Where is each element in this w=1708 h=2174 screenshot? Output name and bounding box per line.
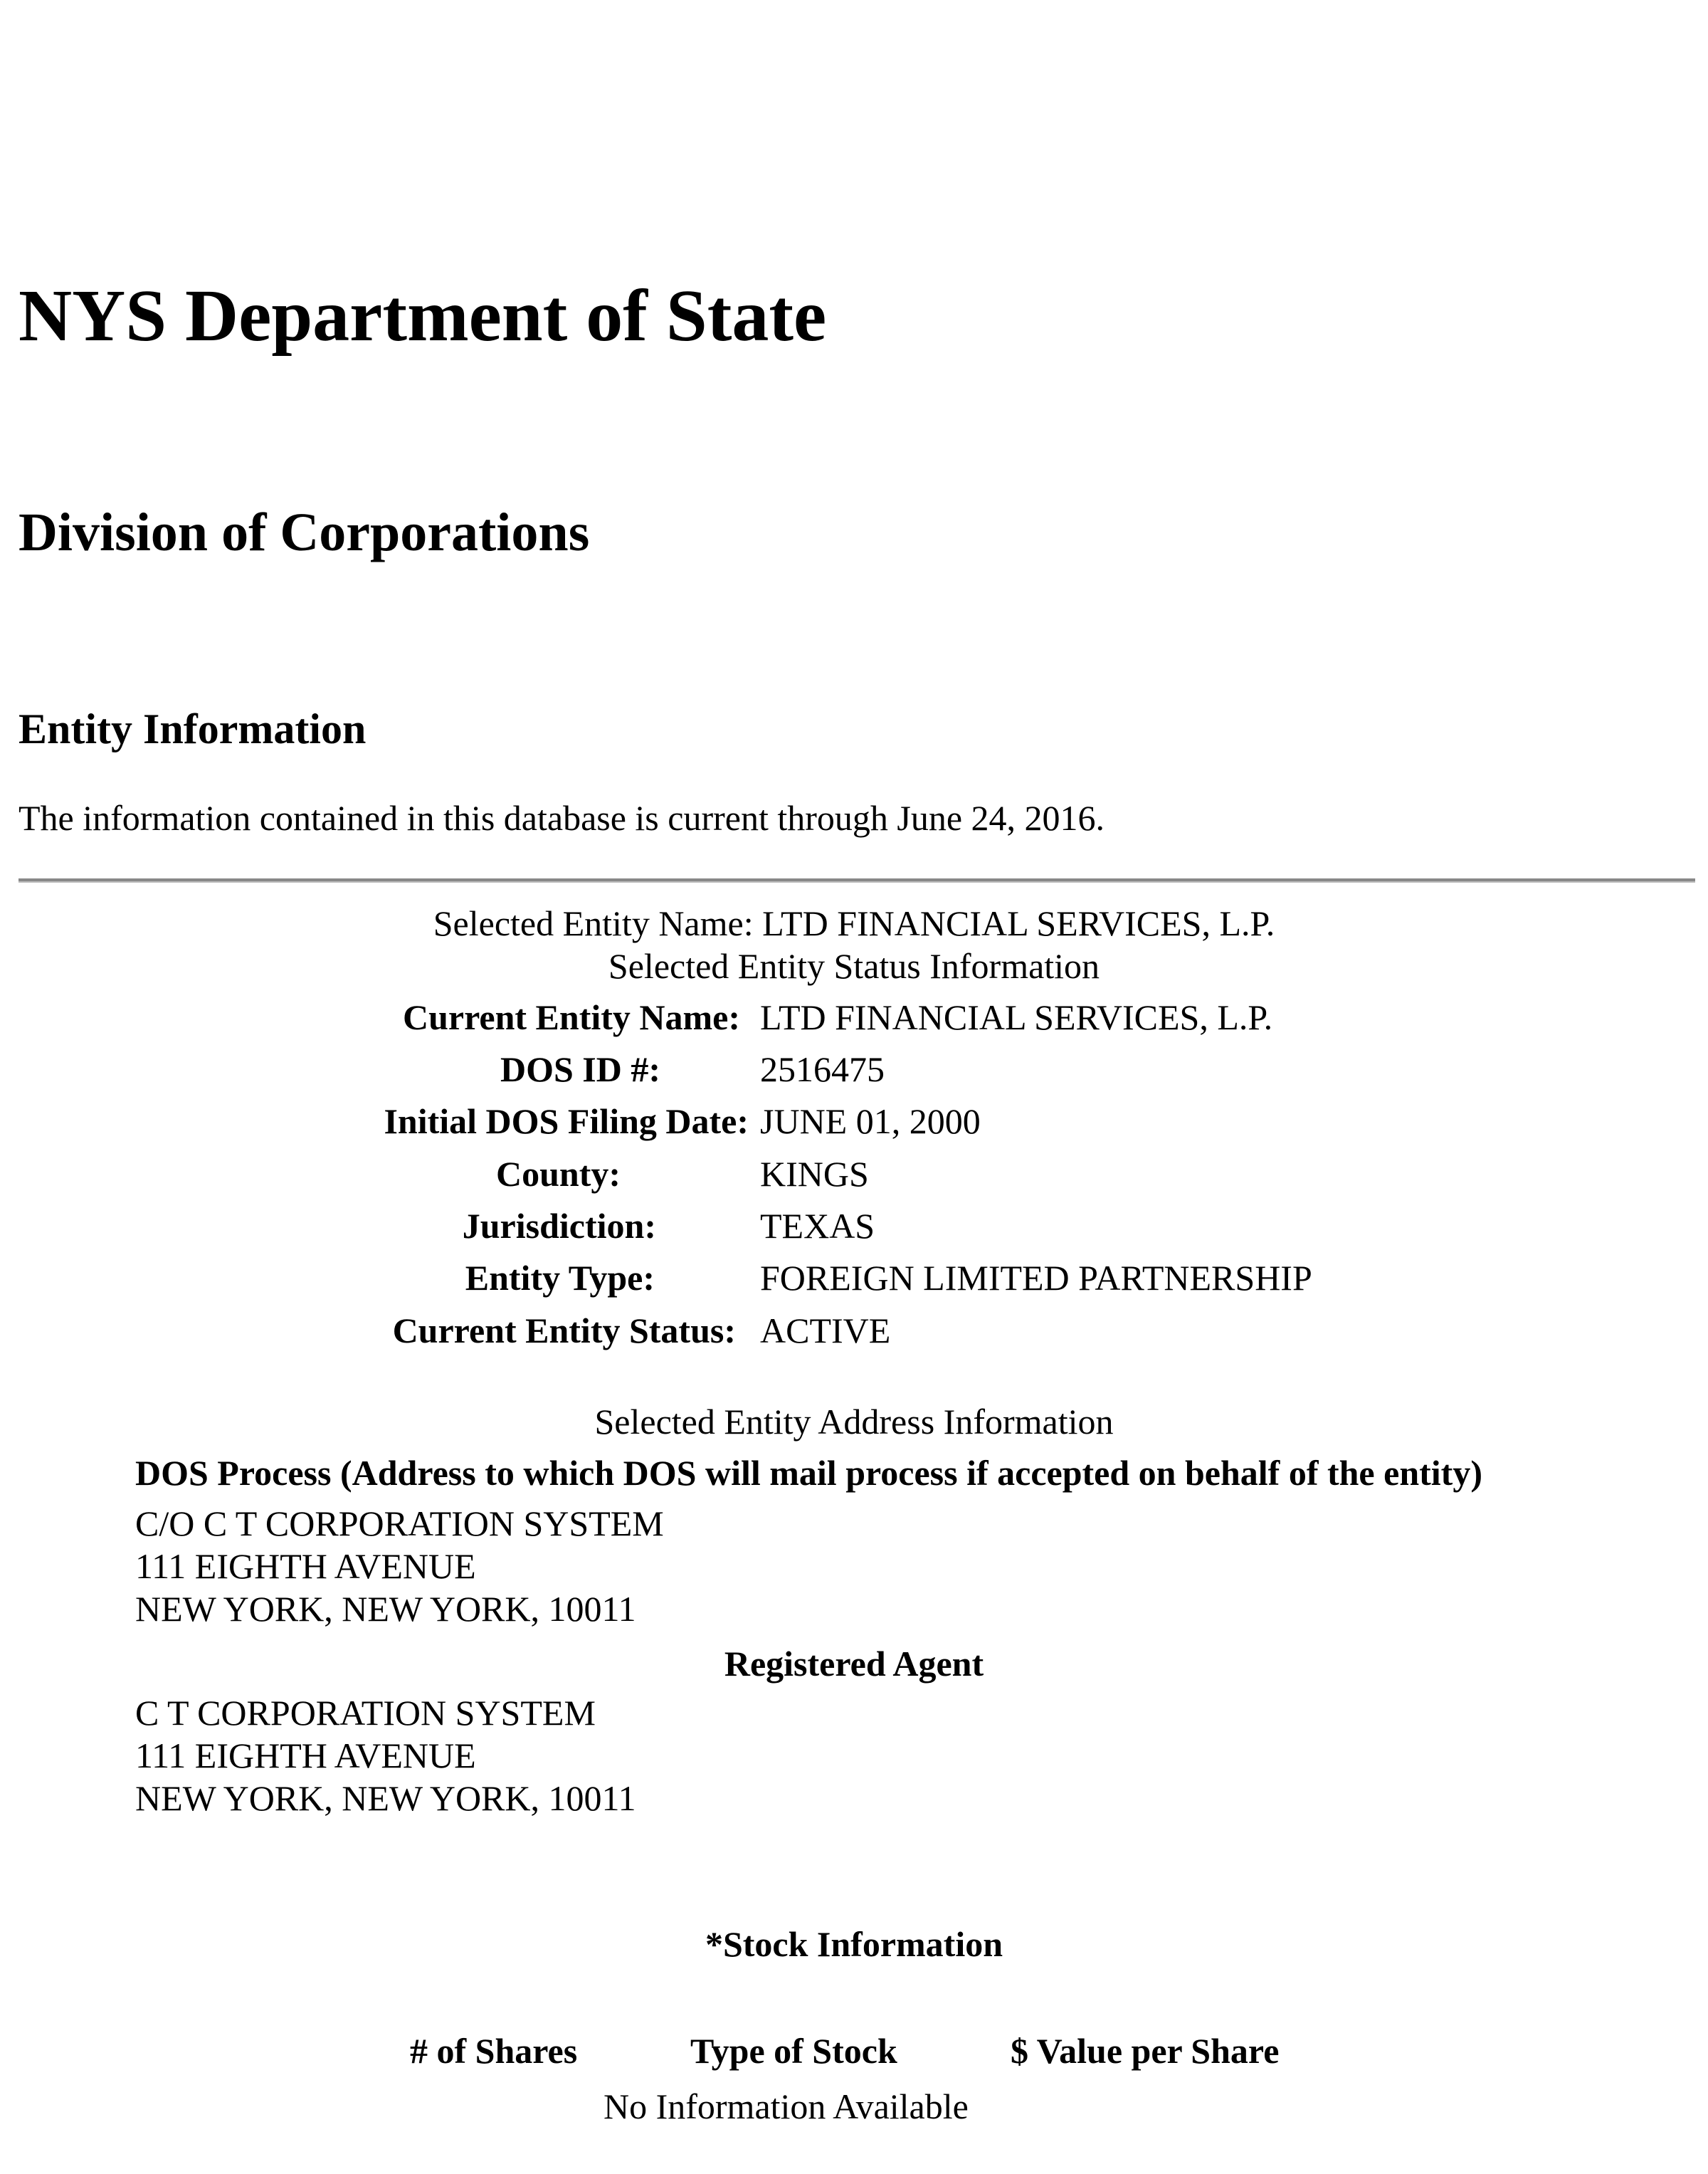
registered-agent-address [135,1691,636,1819]
field-label-jurisdiction: Jurisdiction: [462,1206,656,1246]
field-label-dos-id: DOS ID #: [500,1049,660,1089]
field-value-current-entity-name: LTD FINANCIAL SERVICES, L.P. [760,997,1273,1037]
stock-empty-message: No Information Available [603,2086,969,2126]
field-label-entity-status: Current Entity Status: [392,1311,736,1350]
address-heading: Selected Entity Address Information [594,1402,1114,1442]
address-line: 111 EIGHTH AVENUE [135,1735,476,1775]
stock-col-shares: # of Shares [410,2031,578,2071]
page-title: NYS Department of State [19,275,827,357]
address-line: C/O C T CORPORATION SYSTEM [135,1503,664,1543]
division-heading: Division of Corporations [19,503,590,562]
address-line: C T CORPORATION SYSTEM [135,1693,596,1733]
stock-col-type: Type of Stock [690,2031,897,2071]
field-label-filing-date: Initial DOS Filing Date: [384,1101,749,1141]
field-value-filing-date: JUNE 01, 2000 [760,1101,981,1141]
horizontal-rule [19,878,1695,883]
address-line: NEW YORK, NEW YORK, 10011 [135,1589,636,1629]
selected-entity-name: Selected Entity Name: LTD FINANCIAL SERVICES, L.P. [433,903,1275,943]
status-heading: Selected Entity Status Information [608,946,1100,986]
address-line: 111 EIGHTH AVENUE [135,1546,476,1586]
dos-process-label: DOS Process (Address to which DOS will mail process if accepted on behalf of the entity) [135,1453,1482,1493]
dos-process-address [135,1502,664,1630]
field-label-county: County: [495,1154,621,1194]
field-value-jurisdiction: TEXAS [760,1206,875,1246]
field-value-entity-status: ACTIVE [760,1311,891,1350]
currency-note: The information contained in this database is current through June 24, 2016. [19,798,1105,838]
stock-heading: *Stock Information [705,1924,1003,1964]
stock-col-value: $ Value per Share [1011,2031,1280,2071]
field-value-dos-id: 2516475 [760,1049,885,1089]
field-value-county: KINGS [760,1154,869,1194]
registered-agent-label: Registered Agent [724,1644,984,1684]
field-value-entity-type: FOREIGN LIMITED PARTNERSHIP [760,1258,1312,1298]
field-label-current-entity-name: Current Entity Name: [403,997,740,1037]
section-heading: Entity Information [19,705,367,752]
field-label-entity-type: Entity Type: [465,1258,655,1298]
address-line: NEW YORK, NEW YORK, 10011 [135,1778,636,1818]
